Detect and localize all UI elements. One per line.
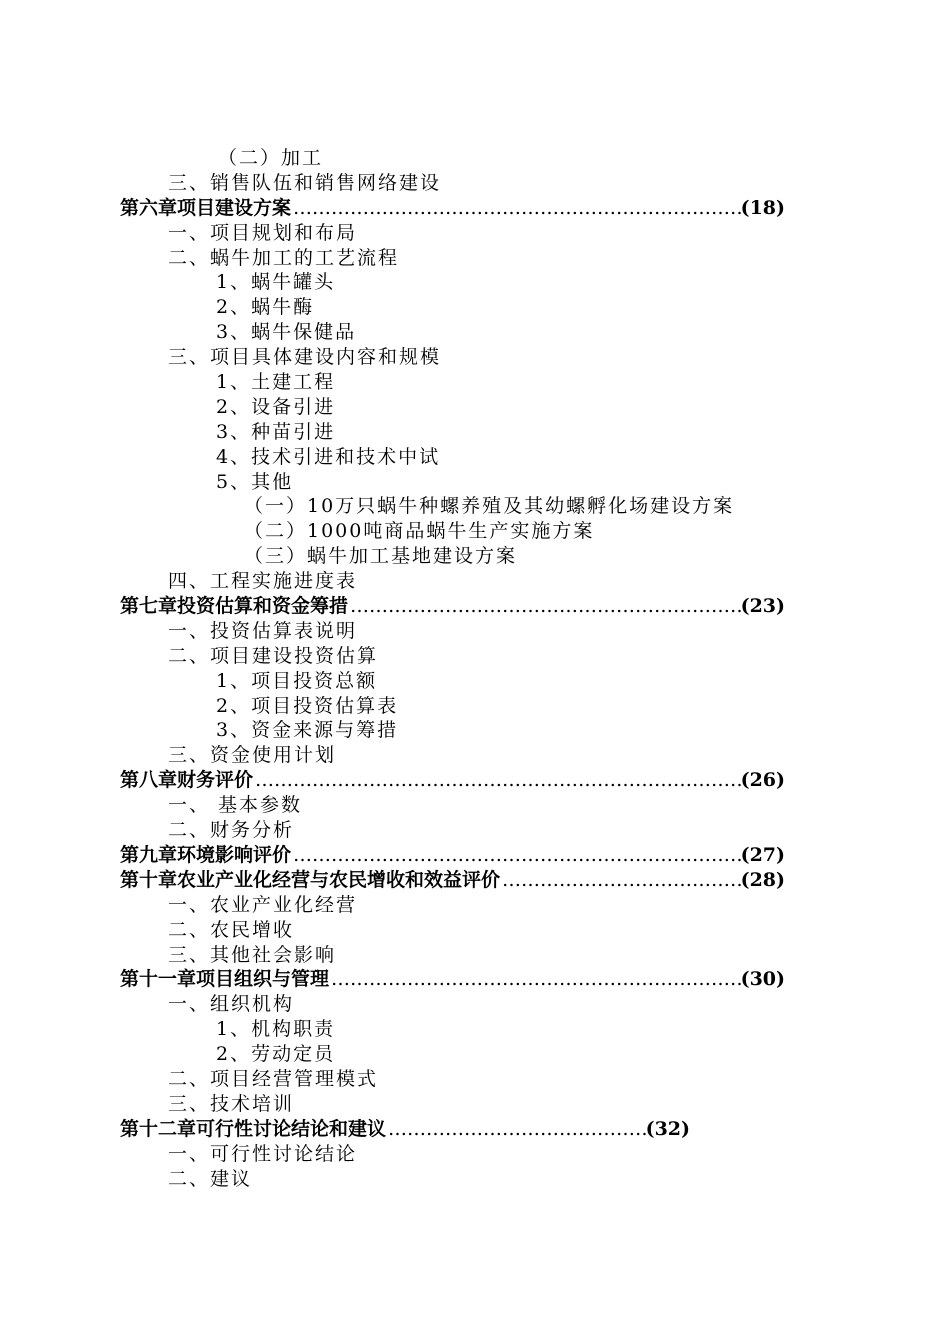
toc-entry	[0, 544, 950, 569]
page-number: (23)	[740, 595, 785, 618]
toc-entry-text: 三、技术培训	[168, 1092, 295, 1115]
dot-leader	[329, 967, 741, 992]
toc-entry-text: 三、资金使用计划	[168, 744, 337, 767]
toc-entry-text: 二、建议	[168, 1167, 253, 1190]
chapter-title: 项目组织与管理	[196, 968, 330, 991]
toc-entry-text: （三）蜗牛加工基地建设方案	[244, 545, 518, 568]
toc-entry	[0, 519, 950, 544]
toc-entry	[0, 793, 950, 818]
toc-entry	[0, 1167, 950, 1192]
toc-entry	[0, 893, 950, 918]
toc-entry	[0, 619, 950, 644]
toc-entry	[0, 818, 950, 843]
toc-entry	[0, 1142, 950, 1167]
toc-entry	[0, 320, 950, 345]
toc-entry-text: 2、项目投资估算表	[216, 694, 399, 717]
toc-entry	[0, 992, 950, 1017]
toc-entry	[0, 1042, 950, 1067]
chapter-number: 第八章	[120, 769, 178, 792]
page-number: (27)	[740, 843, 785, 866]
toc-chapter-row	[0, 967, 950, 992]
chapter-title: 可行性讨论结论和建议	[196, 1117, 387, 1140]
toc-entry-text: 1、蜗牛罐头	[216, 271, 336, 294]
toc-entry	[0, 943, 950, 968]
page-number: (28)	[740, 868, 785, 891]
toc-entry	[0, 395, 950, 420]
page-number: (30)	[740, 968, 785, 991]
toc-chapter-row	[0, 1117, 950, 1142]
toc-entry-text: 2、设备引进	[216, 395, 336, 418]
toc-entry	[0, 171, 950, 196]
toc-entry-text: 二、蜗牛加工的工艺流程	[168, 246, 400, 269]
page-number: (18)	[740, 196, 785, 219]
toc-entry-text: 1、项目投资总额	[216, 669, 378, 692]
toc-chapter-row	[0, 868, 950, 893]
toc-entry-text: 4、技术引进和技术中试	[216, 445, 441, 468]
toc-entry-text: 一、农业产业化经营	[168, 893, 358, 916]
toc-entry	[0, 146, 950, 171]
toc-entry-text: 3、资金来源与筹措	[216, 719, 399, 742]
chapter-title: 投资估算和资金筹措	[177, 595, 349, 618]
toc-entry	[0, 1067, 950, 1092]
chapter-number: 第十二章	[120, 1117, 197, 1140]
toc-entry-text: 二、农民增收	[168, 918, 295, 941]
toc-entry	[0, 270, 950, 295]
dot-leader	[291, 843, 741, 868]
toc-entry-text: 1、机构职责	[216, 1018, 336, 1041]
chapter-number: 第九章	[120, 843, 178, 866]
chapter-title: 项目建设方案	[177, 196, 292, 219]
toc-entry-text: 2、劳动定员	[216, 1043, 336, 1066]
toc-entry-text: （一）10万只蜗牛种螺养殖及其幼螺孵化场建设方案	[244, 495, 735, 518]
toc-chapter-row	[0, 594, 950, 619]
toc-entry-text: （二）加工	[218, 147, 324, 169]
toc-entry	[0, 669, 950, 694]
toc-entry	[0, 1092, 950, 1117]
chapter-number: 第十一章	[120, 968, 197, 991]
toc-entry	[0, 743, 950, 768]
toc-chapter-row	[0, 768, 950, 793]
toc-entry-text: 一、投资估算表说明	[168, 619, 358, 642]
toc-entry-text: 一、组织机构	[168, 993, 295, 1016]
toc-entry-text: 二、项目经营管理模式	[168, 1067, 379, 1090]
toc-entry	[0, 1017, 950, 1042]
toc-entry	[0, 445, 950, 470]
toc-entry-text: 四、工程实施进度表	[168, 570, 358, 593]
page-number: (32)	[645, 1117, 690, 1140]
dot-leader	[386, 1117, 646, 1142]
toc-entry	[0, 494, 950, 519]
toc-entry	[0, 221, 950, 246]
toc-entry-text: 三、项目具体建设内容和规模	[168, 346, 442, 369]
toc-entry	[0, 370, 950, 395]
toc-entry	[0, 345, 950, 370]
chapter-title: 财务评价	[177, 769, 254, 792]
chapter-number: 第十章	[120, 868, 178, 891]
toc-entry-text: 2、蜗牛酶	[216, 296, 315, 319]
dot-leader	[348, 594, 741, 619]
toc-entry	[0, 918, 950, 943]
toc-entry-text: 二、项目建设投资估算	[168, 644, 379, 667]
chapter-title: 农业产业化经营与农民增收和效益评价	[177, 868, 501, 891]
dot-leader	[291, 196, 741, 221]
toc-entry	[0, 420, 950, 445]
chapter-number: 第六章	[120, 196, 178, 219]
toc-entry-text: 一、 基本参数	[168, 794, 303, 817]
toc-entry-text: 一、可行性讨论结论	[168, 1142, 358, 1165]
toc-entry-text: 二、财务分析	[168, 819, 295, 842]
toc-entry	[0, 644, 950, 669]
toc-entry-text: 3、蜗牛保健品	[216, 321, 357, 344]
table-of-contents	[0, 146, 950, 1191]
toc-entry-text: 3、种苗引进	[216, 420, 336, 443]
toc-entry	[0, 694, 950, 719]
toc-entry-text: 三、其他社会影响	[168, 943, 337, 966]
toc-chapter-row	[0, 196, 950, 221]
toc-entry-text: 5、其他	[216, 470, 294, 493]
toc-entry-text: （二）1000吨商品蜗牛生产实施方案	[244, 520, 595, 543]
toc-entry	[0, 295, 950, 320]
chapter-title: 环境影响评价	[177, 843, 292, 866]
toc-entry	[0, 246, 950, 271]
toc-chapter-row	[0, 843, 950, 868]
toc-entry	[0, 569, 950, 594]
dot-leader	[500, 868, 741, 893]
chapter-number: 第七章	[120, 595, 178, 618]
toc-entry	[0, 718, 950, 743]
toc-entry	[0, 470, 950, 495]
page-number: (26)	[740, 769, 785, 792]
toc-entry-text: 1、土建工程	[216, 371, 336, 394]
toc-entry-text: 三、销售队伍和销售网络建设	[168, 171, 442, 194]
dot-leader	[253, 768, 741, 793]
toc-entry-text: 一、项目规划和布局	[168, 221, 358, 244]
